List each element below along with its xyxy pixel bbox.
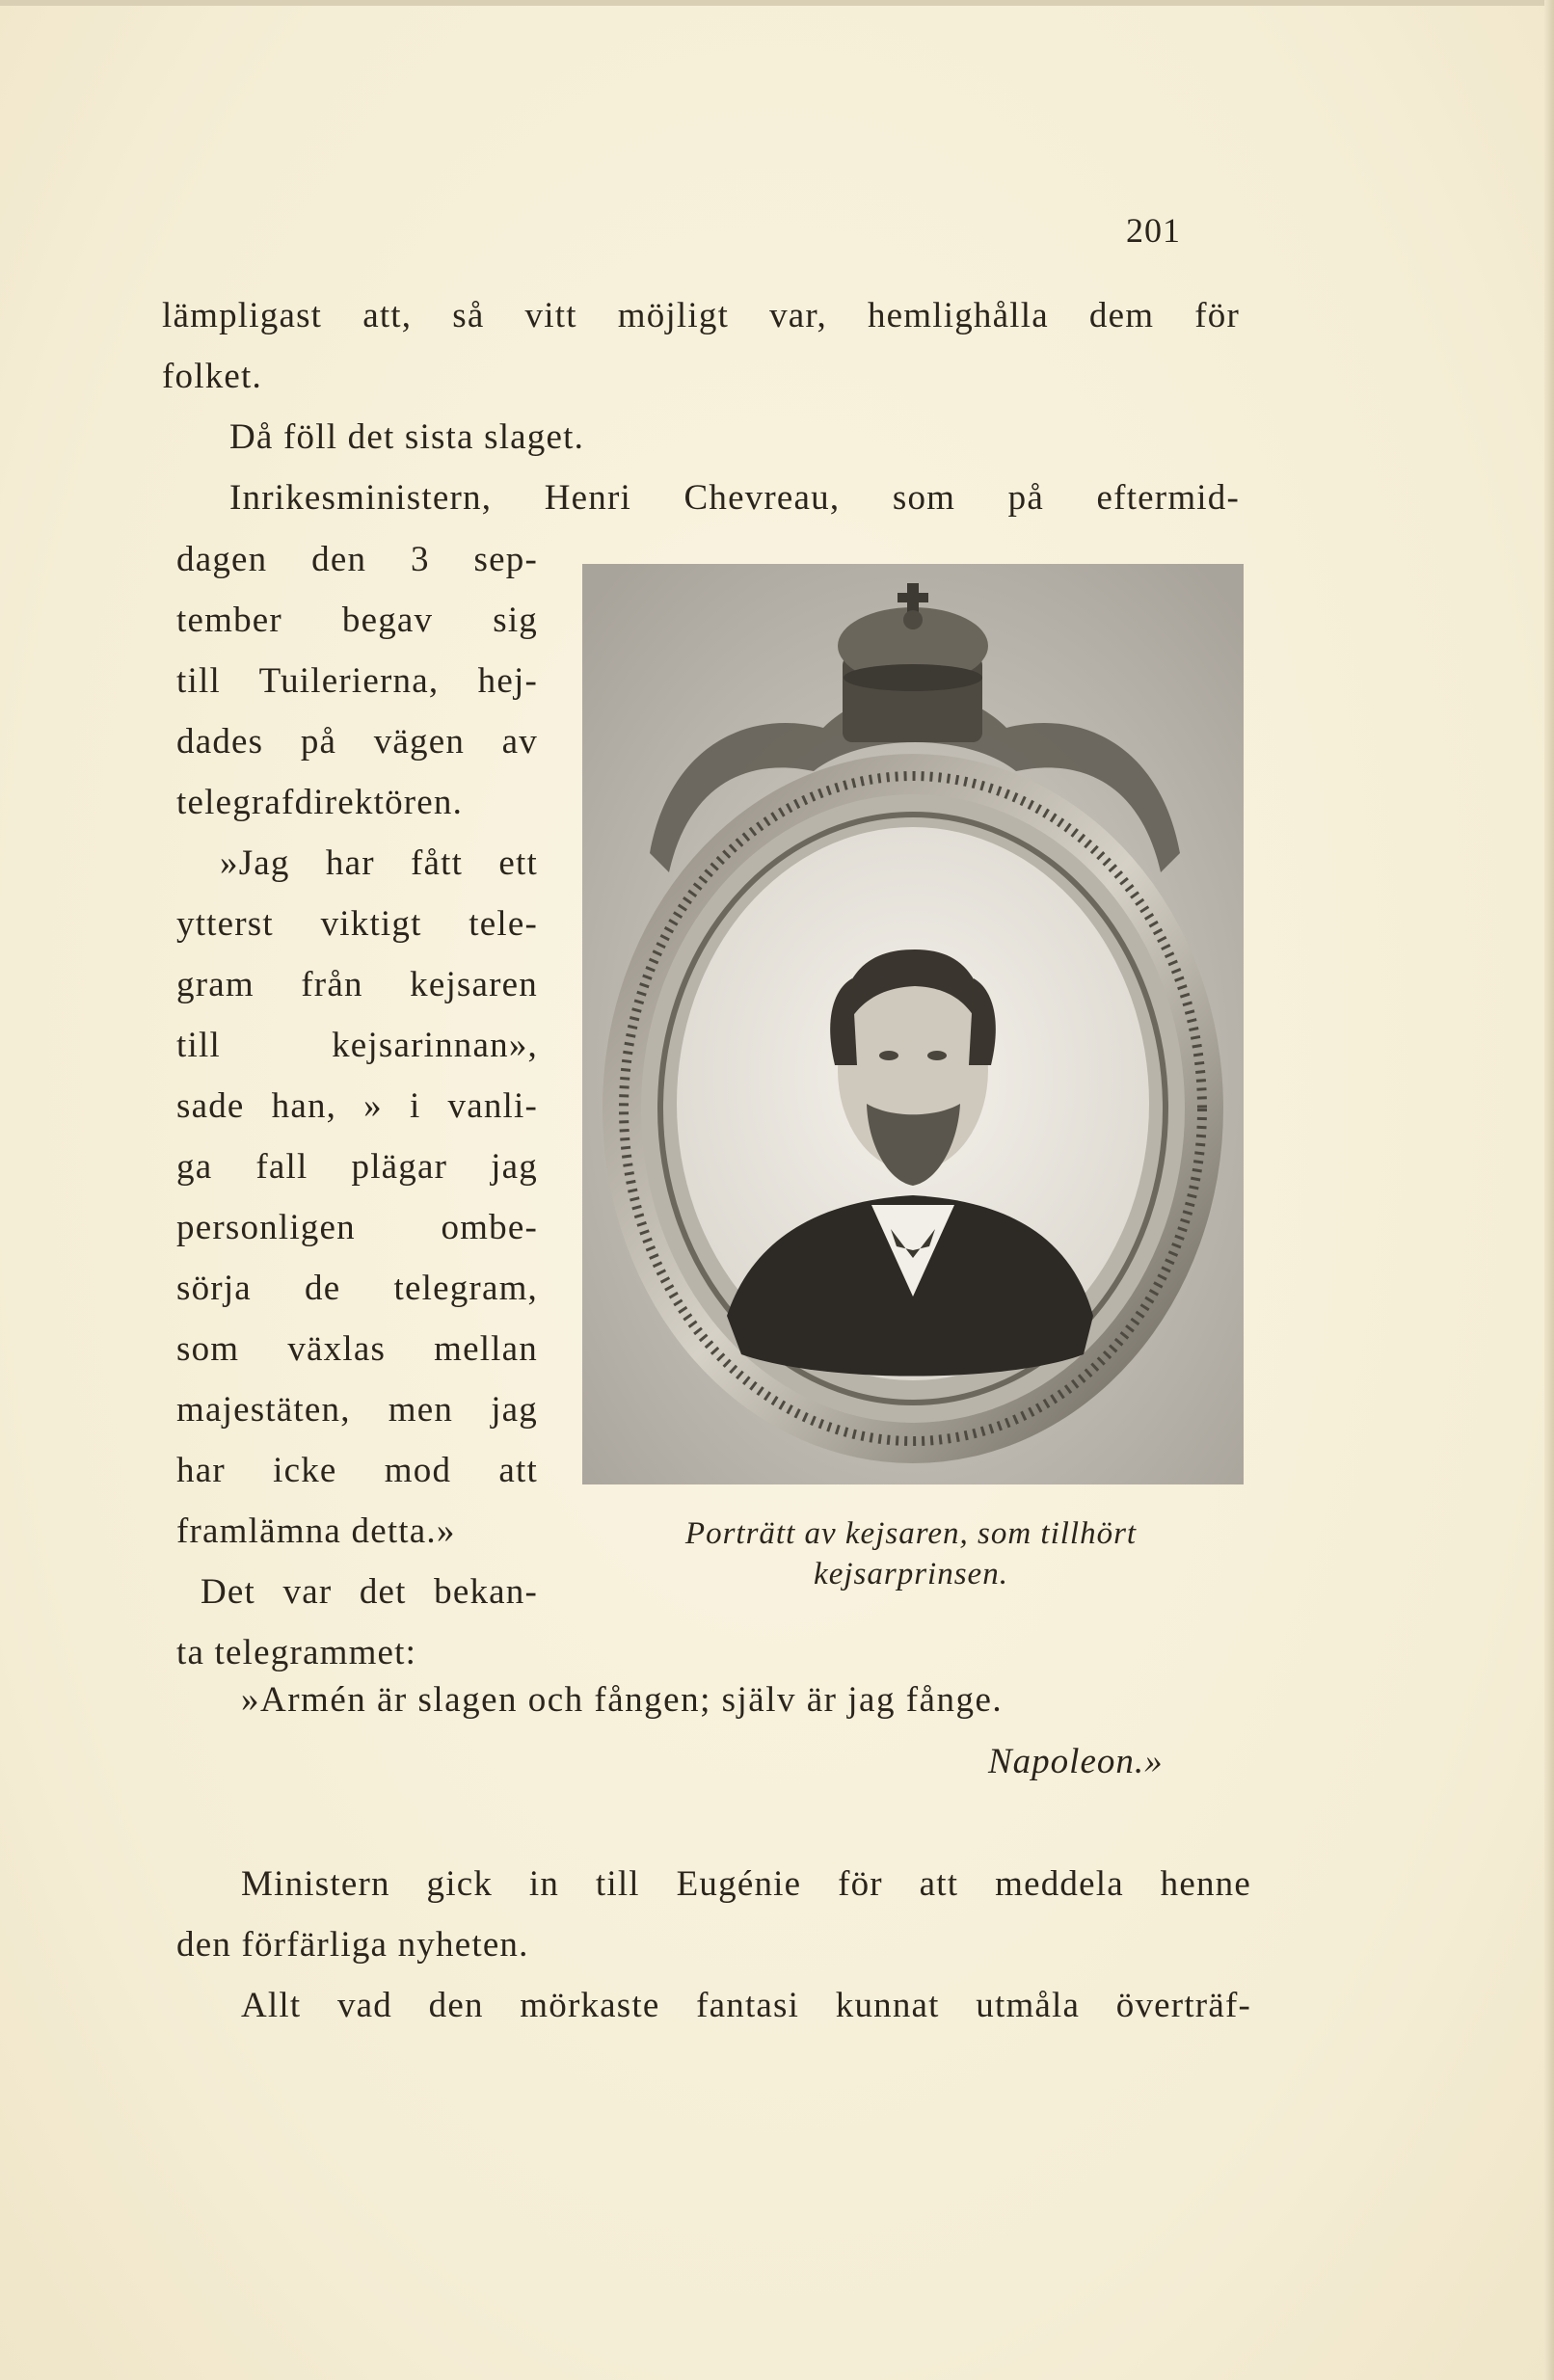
text-line: till Tuilerierna, hej-	[176, 661, 538, 701]
text-line: Ministern gick in till Eugénie för att meddela henne	[241, 1864, 1251, 1904]
text-line: lämpligast att, så vitt möjligt var, hemlighålla dem för	[162, 296, 1240, 335]
telegram-signature: Napoleon.»	[988, 1742, 1164, 1781]
text-line: som växlas mellan	[176, 1329, 538, 1369]
text-line: telegrafdirektören.	[176, 783, 464, 822]
text-line: ytterst viktigt tele-	[176, 904, 538, 944]
text-line: den förfärliga nyheten.	[176, 1925, 529, 1965]
text-line: »Jag har fått ett	[220, 843, 538, 883]
caption-line: Porträtt av kejsaren, som tillhört	[684, 1516, 1138, 1551]
text-line: har icke mod att	[176, 1451, 538, 1490]
text-line: Allt vad den mörkaste fantasi kunnat utmåla överträf-	[241, 1986, 1251, 2025]
text-line: sörja de telegram,	[176, 1269, 538, 1308]
text-line: Det var det bekan-	[201, 1572, 538, 1612]
text-line: personligen ombe-	[176, 1208, 538, 1247]
text-line: folket.	[162, 357, 262, 396]
portrait-illustration	[582, 564, 1244, 1484]
text-line: majestäten, men jag	[176, 1390, 538, 1430]
text-line: dagen den 3 sep-	[176, 540, 538, 579]
text-line: dades på vägen av	[176, 722, 538, 762]
text-line: gram från kejsaren	[176, 965, 538, 1004]
page-number: 201	[1126, 211, 1181, 250]
page-edge	[1544, 0, 1554, 2380]
caption-line: kejsarprinsen.	[814, 1557, 1008, 1591]
page-edge	[0, 0, 1554, 6]
text-line: ta telegrammet:	[176, 1633, 417, 1672]
telegram-text: »Armén är slagen och fången; själv är jag fånge.	[241, 1680, 1004, 1720]
text-line: sade han, » i vanli-	[176, 1086, 538, 1126]
text-line: till kejsarinnan»,	[176, 1026, 538, 1065]
text-line: tember begav sig	[176, 601, 538, 640]
text-line: Då föll det sista slaget.	[229, 417, 585, 457]
text-line: Inrikesministern, Henri Chevreau, som på eftermid-	[229, 478, 1240, 518]
text-line: ga fall plägar jag	[176, 1147, 538, 1187]
text-line: framlämna detta.»	[176, 1511, 456, 1551]
